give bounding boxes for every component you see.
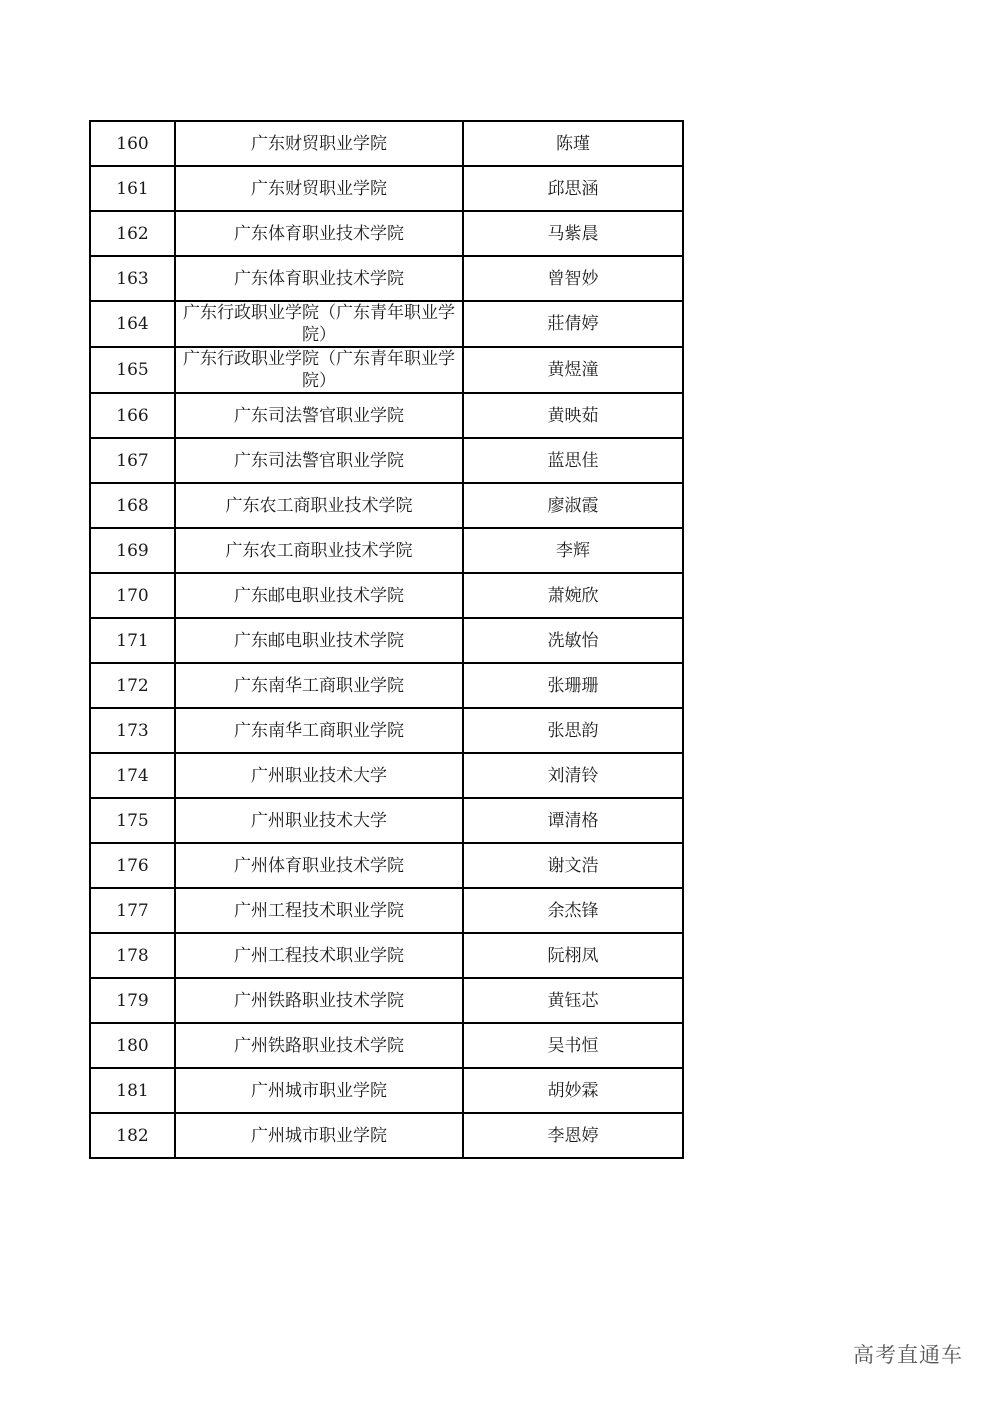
school-cell: 广州工程技术职业学院	[175, 888, 463, 933]
row-number-cell: 168	[90, 483, 175, 528]
student-name-cell: 冼敏怡	[463, 618, 683, 663]
row-number-cell: 169	[90, 528, 175, 573]
row-number-cell: 162	[90, 211, 175, 256]
school-cell: 广东南华工商职业学院	[175, 663, 463, 708]
student-name-cell: 张思韵	[463, 708, 683, 753]
student-name-cell: 邱思涵	[463, 166, 683, 211]
watermark-logo-text: 高考直通车	[853, 1343, 963, 1367]
school-cell: 广东农工商职业技术学院	[175, 483, 463, 528]
table-row	[90, 438, 683, 483]
row-number-cell: 171	[90, 618, 175, 663]
school-cell: 广东体育职业技术学院	[175, 256, 463, 301]
row-number-cell: 179	[90, 978, 175, 1023]
student-name-cell: 余杰锋	[463, 888, 683, 933]
student-name-cell: 黄钰芯	[463, 978, 683, 1023]
school-cell: 广东司法警官职业学院	[175, 393, 463, 438]
school-cell: 广东南华工商职业学院	[175, 708, 463, 753]
school-cell: 广东司法警官职业学院	[175, 438, 463, 483]
table-row	[90, 1113, 683, 1158]
row-number-cell: 165	[90, 347, 175, 393]
table-row	[90, 256, 683, 301]
table-row	[90, 121, 683, 166]
row-number-cell: 173	[90, 708, 175, 753]
school-cell: 广州铁路职业技术学院	[175, 1023, 463, 1068]
row-number-cell: 176	[90, 843, 175, 888]
table-row	[90, 978, 683, 1023]
table-row	[90, 618, 683, 663]
student-name-cell: 黄映茹	[463, 393, 683, 438]
table-row	[90, 1068, 683, 1113]
school-cell: 广东体育职业技术学院	[175, 211, 463, 256]
student-name-cell: 黄煜潼	[463, 347, 683, 393]
school-cell: 广东邮电职业技术学院	[175, 618, 463, 663]
student-name-cell: 曾智妙	[463, 256, 683, 301]
row-number-cell: 166	[90, 393, 175, 438]
student-name-cell: 李恩婷	[463, 1113, 683, 1158]
school-cell: 广州城市职业学院	[175, 1068, 463, 1113]
table-row	[90, 888, 683, 933]
table-row	[90, 933, 683, 978]
table-body	[90, 121, 683, 1158]
row-number-cell: 167	[90, 438, 175, 483]
table-row	[90, 301, 683, 347]
table-row	[90, 528, 683, 573]
row-number-cell: 177	[90, 888, 175, 933]
student-name-cell: 胡妙霖	[463, 1068, 683, 1113]
school-cell: 广东行政职业学院（广东青年职业学院）	[175, 301, 463, 347]
row-number-cell: 163	[90, 256, 175, 301]
table-row	[90, 573, 683, 618]
school-cell: 广东财贸职业学院	[175, 166, 463, 211]
table-row	[90, 211, 683, 256]
school-cell: 广州城市职业学院	[175, 1113, 463, 1158]
student-name-cell: 谭清格	[463, 798, 683, 843]
table-row	[90, 347, 683, 393]
school-cell: 广州工程技术职业学院	[175, 933, 463, 978]
student-name-cell: 廖淑霞	[463, 483, 683, 528]
student-name-cell: 阮栩凤	[463, 933, 683, 978]
table-row	[90, 798, 683, 843]
table-row	[90, 483, 683, 528]
row-number-cell: 161	[90, 166, 175, 211]
student-name-cell: 萧婉欣	[463, 573, 683, 618]
row-number-cell: 174	[90, 753, 175, 798]
table-row	[90, 393, 683, 438]
row-number-cell: 172	[90, 663, 175, 708]
student-name-cell: 蓝思佳	[463, 438, 683, 483]
student-name-cell: 张珊珊	[463, 663, 683, 708]
school-cell: 广州职业技术大学	[175, 753, 463, 798]
student-name-cell: 刘清铃	[463, 753, 683, 798]
school-cell: 广州职业技术大学	[175, 798, 463, 843]
school-cell: 广东邮电职业技术学院	[175, 573, 463, 618]
row-number-cell: 160	[90, 121, 175, 166]
student-name-cell: 马紫晨	[463, 211, 683, 256]
row-number-cell: 181	[90, 1068, 175, 1113]
row-number-cell: 170	[90, 573, 175, 618]
row-number-cell: 175	[90, 798, 175, 843]
school-cell: 广州铁路职业技术学院	[175, 978, 463, 1023]
student-name-cell: 陈瑾	[463, 121, 683, 166]
row-number-cell: 164	[90, 301, 175, 347]
table-row	[90, 1023, 683, 1068]
school-cell: 广东行政职业学院（广东青年职业学院）	[175, 347, 463, 393]
student-name-cell: 李辉	[463, 528, 683, 573]
table-row	[90, 708, 683, 753]
school-cell: 广东农工商职业技术学院	[175, 528, 463, 573]
table-row	[90, 663, 683, 708]
table-row	[90, 166, 683, 211]
table-row	[90, 843, 683, 888]
row-number-cell: 180	[90, 1023, 175, 1068]
winners-table	[89, 120, 684, 1159]
row-number-cell: 182	[90, 1113, 175, 1158]
row-number-cell: 178	[90, 933, 175, 978]
student-name-cell: 谢文浩	[463, 843, 683, 888]
student-name-cell: 吴书恒	[463, 1023, 683, 1068]
school-cell: 广东财贸职业学院	[175, 121, 463, 166]
table-row	[90, 753, 683, 798]
school-cell: 广州体育职业技术学院	[175, 843, 463, 888]
student-name-cell: 莊倩婷	[463, 301, 683, 347]
